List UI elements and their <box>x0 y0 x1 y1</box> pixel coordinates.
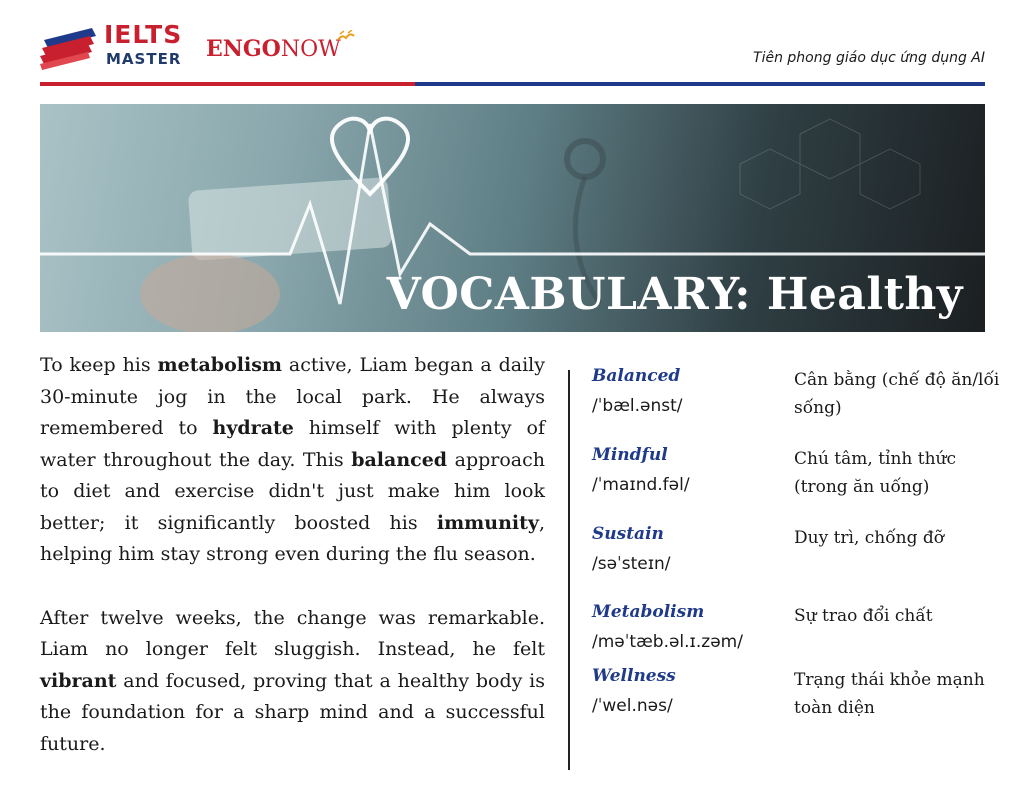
vocab-meaning: Cân bằng (chế độ ăn/lối sống) <box>794 370 1000 418</box>
story-text-run: active, Liam began a daily 30-minute jog in the local park. He always remembered to <box>40 354 545 439</box>
hero-banner <box>40 104 985 332</box>
vocab-word: Wellness <box>592 666 676 686</box>
story-text-run: and focused, proving that a healthy body is the foundation for a sharp mind and a successful future. <box>40 669 545 755</box>
vocab-highlight: metabolism <box>157 354 282 376</box>
engonow-logo <box>206 36 341 62</box>
vocab-meaning: Duy trì, chống đỡ <box>794 528 945 548</box>
vocab-word: Sustain <box>592 524 664 544</box>
vocab-ipa: /ˈmaɪnd.fəl/ <box>592 475 690 495</box>
header-rule-red <box>40 82 415 86</box>
story-text-run: After twelve weeks, the change was remarkable. Liam no longer felt sluggish. Instead, he felt <box>40 606 545 660</box>
vocab-ipa: /səˈsteɪn/ <box>592 554 671 574</box>
vocab-highlight: balanced <box>351 448 448 471</box>
vocab-ipa: /məˈtæb.əl.ɪ.zəm/ <box>592 632 743 652</box>
vocab-highlight: vibrant <box>40 669 117 692</box>
logo-ielts-text: IELTS <box>104 20 183 49</box>
vocab-ipa: /ˈbæl.ənst/ <box>592 396 683 416</box>
open-book-icon <box>336 30 356 46</box>
vocab-word: Balanced <box>592 366 681 386</box>
story-text-run: , helping him stay strong even during the flu season. <box>40 511 545 565</box>
page-header <box>40 18 985 88</box>
vocab-highlight: immunity <box>436 511 539 534</box>
vocab-word: Mindful <box>592 445 668 465</box>
story-text-run: To keep his <box>40 354 158 376</box>
logo-now-text: NOW <box>280 37 341 62</box>
story-paragraph-1 <box>40 350 545 571</box>
vocab-ipa: /ˈwel.nəs/ <box>592 696 673 716</box>
column-divider <box>568 370 570 770</box>
ielts-master-logo <box>40 20 200 72</box>
vocab-meaning: Chú tâm, tỉnh thức (trong ăn uống) <box>794 449 957 497</box>
story-text-run: himself with plenty of water throughout the day. This <box>40 417 545 471</box>
vocab-meaning: Trạng thái khỏe mạnh toàn diện <box>794 670 985 718</box>
vocab-highlight: hydrate <box>212 417 294 439</box>
tagline: Tiên phong giáo dục ứng dụng AI <box>753 50 985 66</box>
header-rule-blue <box>415 82 985 86</box>
story-text-run: approach to diet and exercise didn't just make him look better; it significantly boosted his <box>40 448 545 534</box>
story-text <box>40 350 545 792</box>
book-stack-icon <box>40 22 100 72</box>
banner-title: VOCABULARY: Healthy <box>386 269 963 320</box>
logo-master-text: MASTER <box>106 50 182 68</box>
vocab-word: Metabolism <box>592 602 705 622</box>
logo-engo-text: ENGO <box>206 36 281 62</box>
vocab-meaning: Sự trao đổi chất <box>794 606 933 626</box>
story-paragraph-2 <box>40 603 545 761</box>
